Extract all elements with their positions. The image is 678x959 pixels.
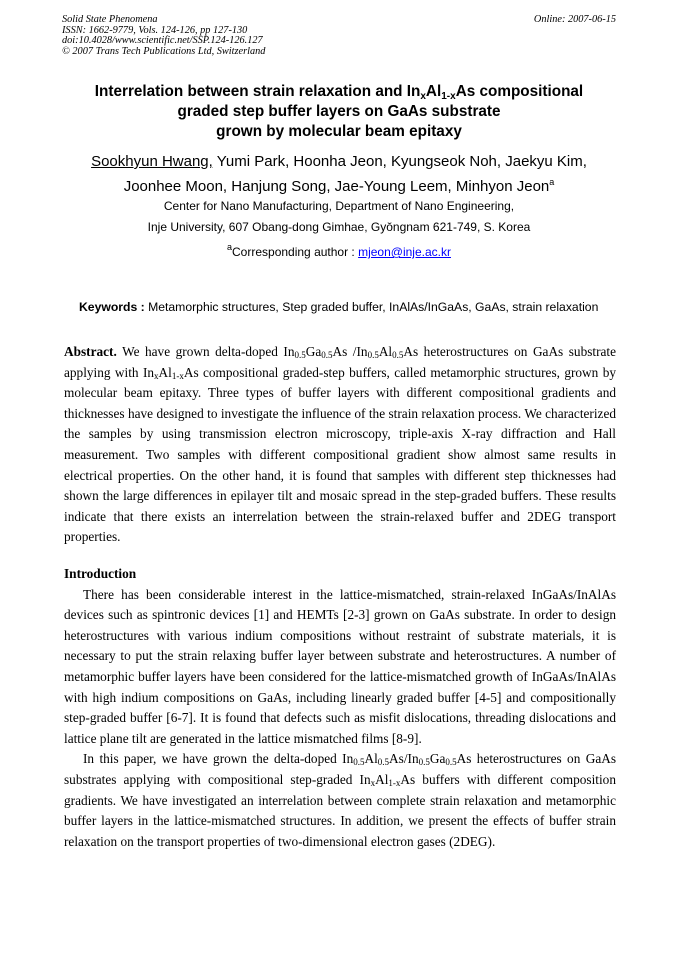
abstract bbox=[64, 342, 616, 548]
issn: ISSN: 1662-9779, Vols. 124-126, pp 127-130 bbox=[62, 24, 248, 36]
subscript: 0.5 bbox=[321, 350, 333, 360]
presenting-author: Sookhyun Hwang, bbox=[91, 153, 213, 170]
paragraph bbox=[64, 749, 616, 852]
subscript: 0.5 bbox=[445, 757, 457, 768]
online-date: Online: 2007-06-15 bbox=[533, 14, 616, 25]
corresponding-author bbox=[0, 242, 678, 259]
text-run: There has been considerable interest in the lattice-mismatched, strain-relaxed InGaAs/InAlAs devices such as spintronic devices [1] and HEMTs [2-3] grown on GaAs substrate. In order to design heterostructures with various indium compositions without restraint of substrate materials, it is necessary to put the strain relaxing buffer layer between substrate and heterostructures. A number of metamorphic buffer layers have been considered for the lattice-mismatched growth of InGaAs/InAlAs with high indium compositions on GaAs, including linearly graded buffer [4-5] and compositionally step-graded buffer [6-7]. It is found that defects such as misfit dislocations, threading dislocations and lattice plane tilt are generated in the lattice mismatched films [8-9]. bbox=[64, 586, 616, 746]
introduction-section bbox=[64, 564, 616, 852]
paper-title bbox=[0, 82, 678, 142]
subscript: 1-x bbox=[171, 370, 184, 381]
text-run: Ga bbox=[305, 344, 322, 359]
affiliation-line: Inje University, 607 Obang-dong Gimhae, Gyŏngnam 621-749, S. Korea bbox=[147, 220, 531, 234]
doi: doi:10.4028/www.scientific.net/SSP.124-126.127 bbox=[62, 35, 263, 47]
subscript: 0.5 bbox=[353, 757, 365, 768]
text-run: As /In bbox=[332, 344, 368, 359]
affiliation-line: Center for Nano Manufacturing, Department of Nano Engineering, bbox=[163, 199, 515, 213]
corresponding-label: Corresponding author : bbox=[232, 245, 359, 259]
text-run: Al bbox=[364, 751, 378, 767]
keywords-text: Metamorphic structures, Step graded buffer, InAlAs/InGaAs, GaAs, strain relaxation bbox=[144, 300, 599, 314]
title-text: As compositional bbox=[455, 83, 584, 100]
affiliation-mark: a bbox=[227, 242, 233, 252]
title-line: graded step buffer layers on GaAs substrate bbox=[177, 103, 501, 120]
subscript: 0.5 bbox=[367, 350, 379, 360]
text-run: Ga bbox=[429, 751, 446, 767]
text-run: Al bbox=[158, 364, 172, 380]
subscript: x bbox=[154, 370, 159, 381]
title-text: Al bbox=[425, 83, 442, 100]
rich-text bbox=[64, 344, 616, 544]
text-run: As heterostructures on GaAs substrate applying with In bbox=[64, 344, 617, 380]
text-run: Al bbox=[375, 771, 389, 787]
abstract-label: Abstract. bbox=[64, 344, 117, 359]
subscript: 0.5 bbox=[418, 757, 430, 768]
title-sub: 1-x bbox=[441, 91, 456, 102]
keywords-label: Keywords : bbox=[79, 300, 145, 314]
subscript: x bbox=[370, 777, 376, 788]
subscript: 0.5 bbox=[392, 350, 404, 360]
title-line: grown by molecular beam epitaxy bbox=[216, 123, 462, 140]
rich-text bbox=[64, 587, 616, 746]
title-text: Interrelation between strain relaxation and In bbox=[94, 83, 421, 100]
keywords bbox=[79, 300, 598, 314]
journal-name: Solid State Phenomena bbox=[62, 14, 158, 25]
paragraph bbox=[64, 585, 616, 750]
journal-info bbox=[62, 15, 265, 57]
copyright: © 2007 Trans Tech Publications Ltd, Switzerland bbox=[62, 45, 266, 57]
text-run: As compositional graded-step buffers, called metamorphic structures, grown by molecular beam epitaxy. Three types of buffer layers with different compositional gradients and thicknesses have designed to investigate the influence of the strain relaxation process. We characterized the samples by using transmission electron microscopy, triple-axis X-ray diffraction and Hall measurement. Two samples with different compositional gradient show almost same results in electrical properties. On the other hand, it is found that samples with different step thicknesses had shown the large differences in epilayer tilt and mosaic spread in the step-graded buffers. These results indicate that there exists an interrelation between the strain-relaxed buffer and 2DEG transport properties. bbox=[64, 364, 616, 545]
text-run: As/In bbox=[389, 751, 419, 767]
authors-text: Joonhee Moon, Hanjung Song, Jae-Young Leem, Minhyon Jeon bbox=[123, 178, 550, 195]
text-run: As heterostructures on GaAs substrates applying with compositional step-graded In bbox=[64, 751, 617, 787]
author-list bbox=[0, 149, 678, 199]
authors-text: Yumi Park, Hoonha Jeon, Kyungseok Noh, Jaekyu Kim, bbox=[212, 153, 587, 170]
rich-text bbox=[64, 751, 616, 848]
text-run: In this paper, we have grown the delta-doped In bbox=[83, 751, 354, 767]
section-heading: Introduction bbox=[64, 566, 137, 581]
text-run: As buffers with different composition gradients. We have investigated an interrelation between complete strain relaxation and metamorphic buffer layers in the lattice-mismatched structures. In addition, we present the effects of buffer strain relaxation on the transport properties of two-dimensional electron gases (2DEG). bbox=[64, 771, 616, 849]
affiliation-mark: a bbox=[549, 177, 555, 187]
title-sub: x bbox=[420, 91, 426, 102]
text-run: We have grown delta-doped In bbox=[116, 344, 295, 359]
subscript: 0.5 bbox=[377, 757, 390, 768]
email-link[interactable]: mjeon@inje.ac.kr bbox=[358, 245, 451, 259]
text-run: Al bbox=[378, 344, 393, 359]
subscript: 1-x bbox=[388, 777, 401, 788]
subscript: 0.5 bbox=[294, 350, 306, 360]
